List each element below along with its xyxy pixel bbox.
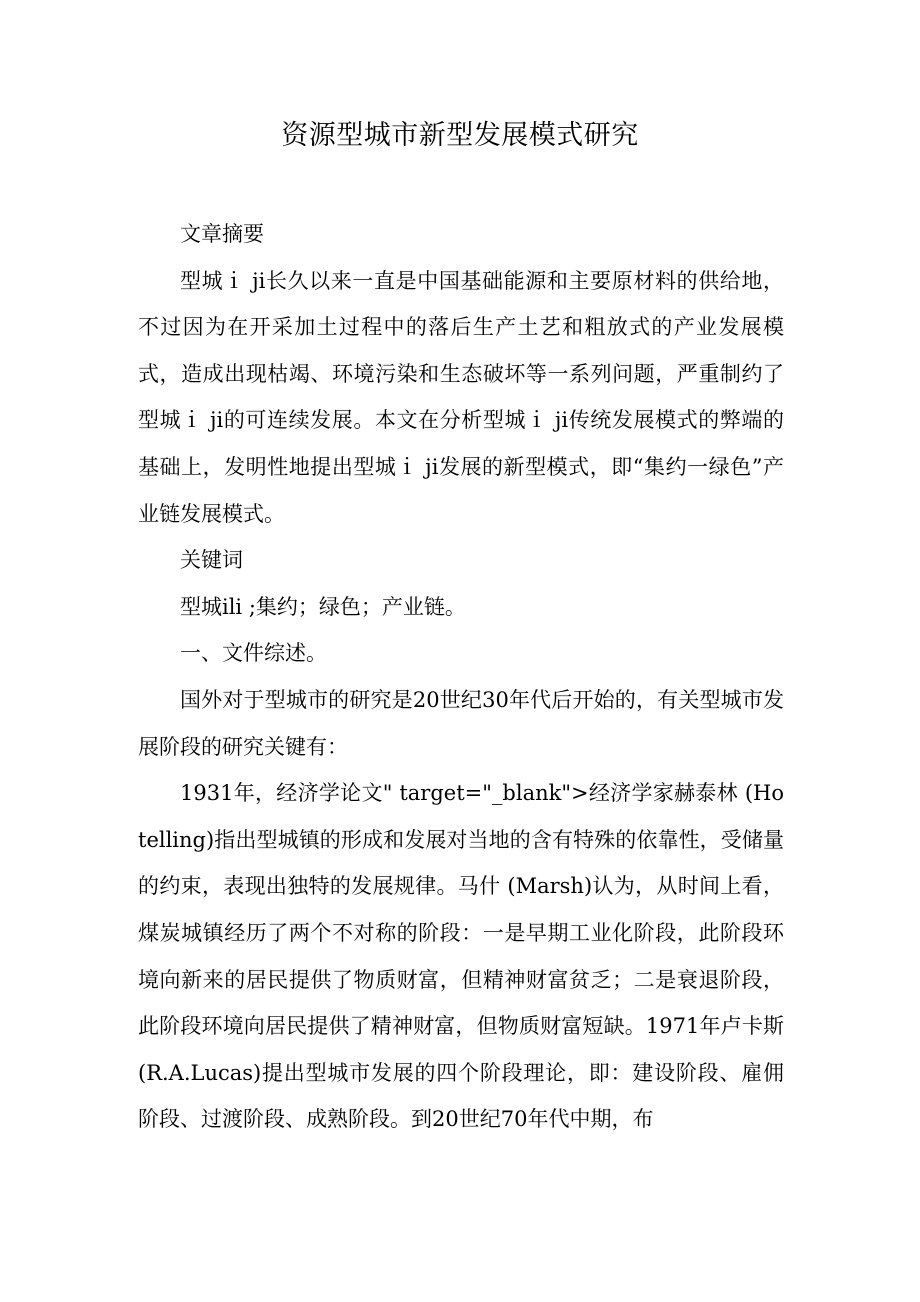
abstract-heading: 文章摘要 xyxy=(180,222,264,246)
section-heading-literature-review: 一、文件综述。 xyxy=(180,641,327,666)
document-title: 资源型城市新型发展模式研究 xyxy=(281,120,639,151)
literature-intro-paragraph: 国外对于型城市的研究是20世纪30年代后开始的，有关型城市发展阶段的研究关键有： xyxy=(138,687,784,759)
keywords-list: 型城ili ;集约；绿色；产业链。 xyxy=(180,594,466,619)
abstract-paragraph: 型城ｉ ji长久以来一直是中国基础能源和主要原材料的供给地，不过因为在开采加土过程中的落后生产土艺和粗放式的产业发展模式，造成出现枯竭、环境污染和生态破坏等一系列问题，严重制约了型城ｉ ji的可连续发展。本文在分析型城ｉ ji传统发展模式的弊端的基础上，发明性地提出型城ｉ ji发展的新型模式，即“集约一绿色”产业链发展模式。 xyxy=(138,268,784,526)
keywords-heading: 关键词 xyxy=(180,548,243,573)
literature-history-paragraph: 1931年，经济学论文" target="_blank">经济学家赫泰林 (Hotelling)指出型城镇的形成和发展对当地的含有特殊的依靠性，受储量的约束，表现出独特的发展规律。马什 (Marsh)认为，从时间上看，煤炭城镇经历了两个不对称的阶段：一是早期工业化阶段，此阶段环境向新来的居民提供了物质财富，但精神财富贫乏；二是衰退阶段，此阶段环境向居民提供了精神财富，但物质财富短缺。1971年卢卡斯 (R.A.Lucas)提出型城市发展的四个阶段理论，即：建设阶段、雇佣阶段、过渡阶段、成熟阶段。到20世纪70年代中期，布 xyxy=(138,781,784,1132)
document-body xyxy=(138,211,784,1143)
